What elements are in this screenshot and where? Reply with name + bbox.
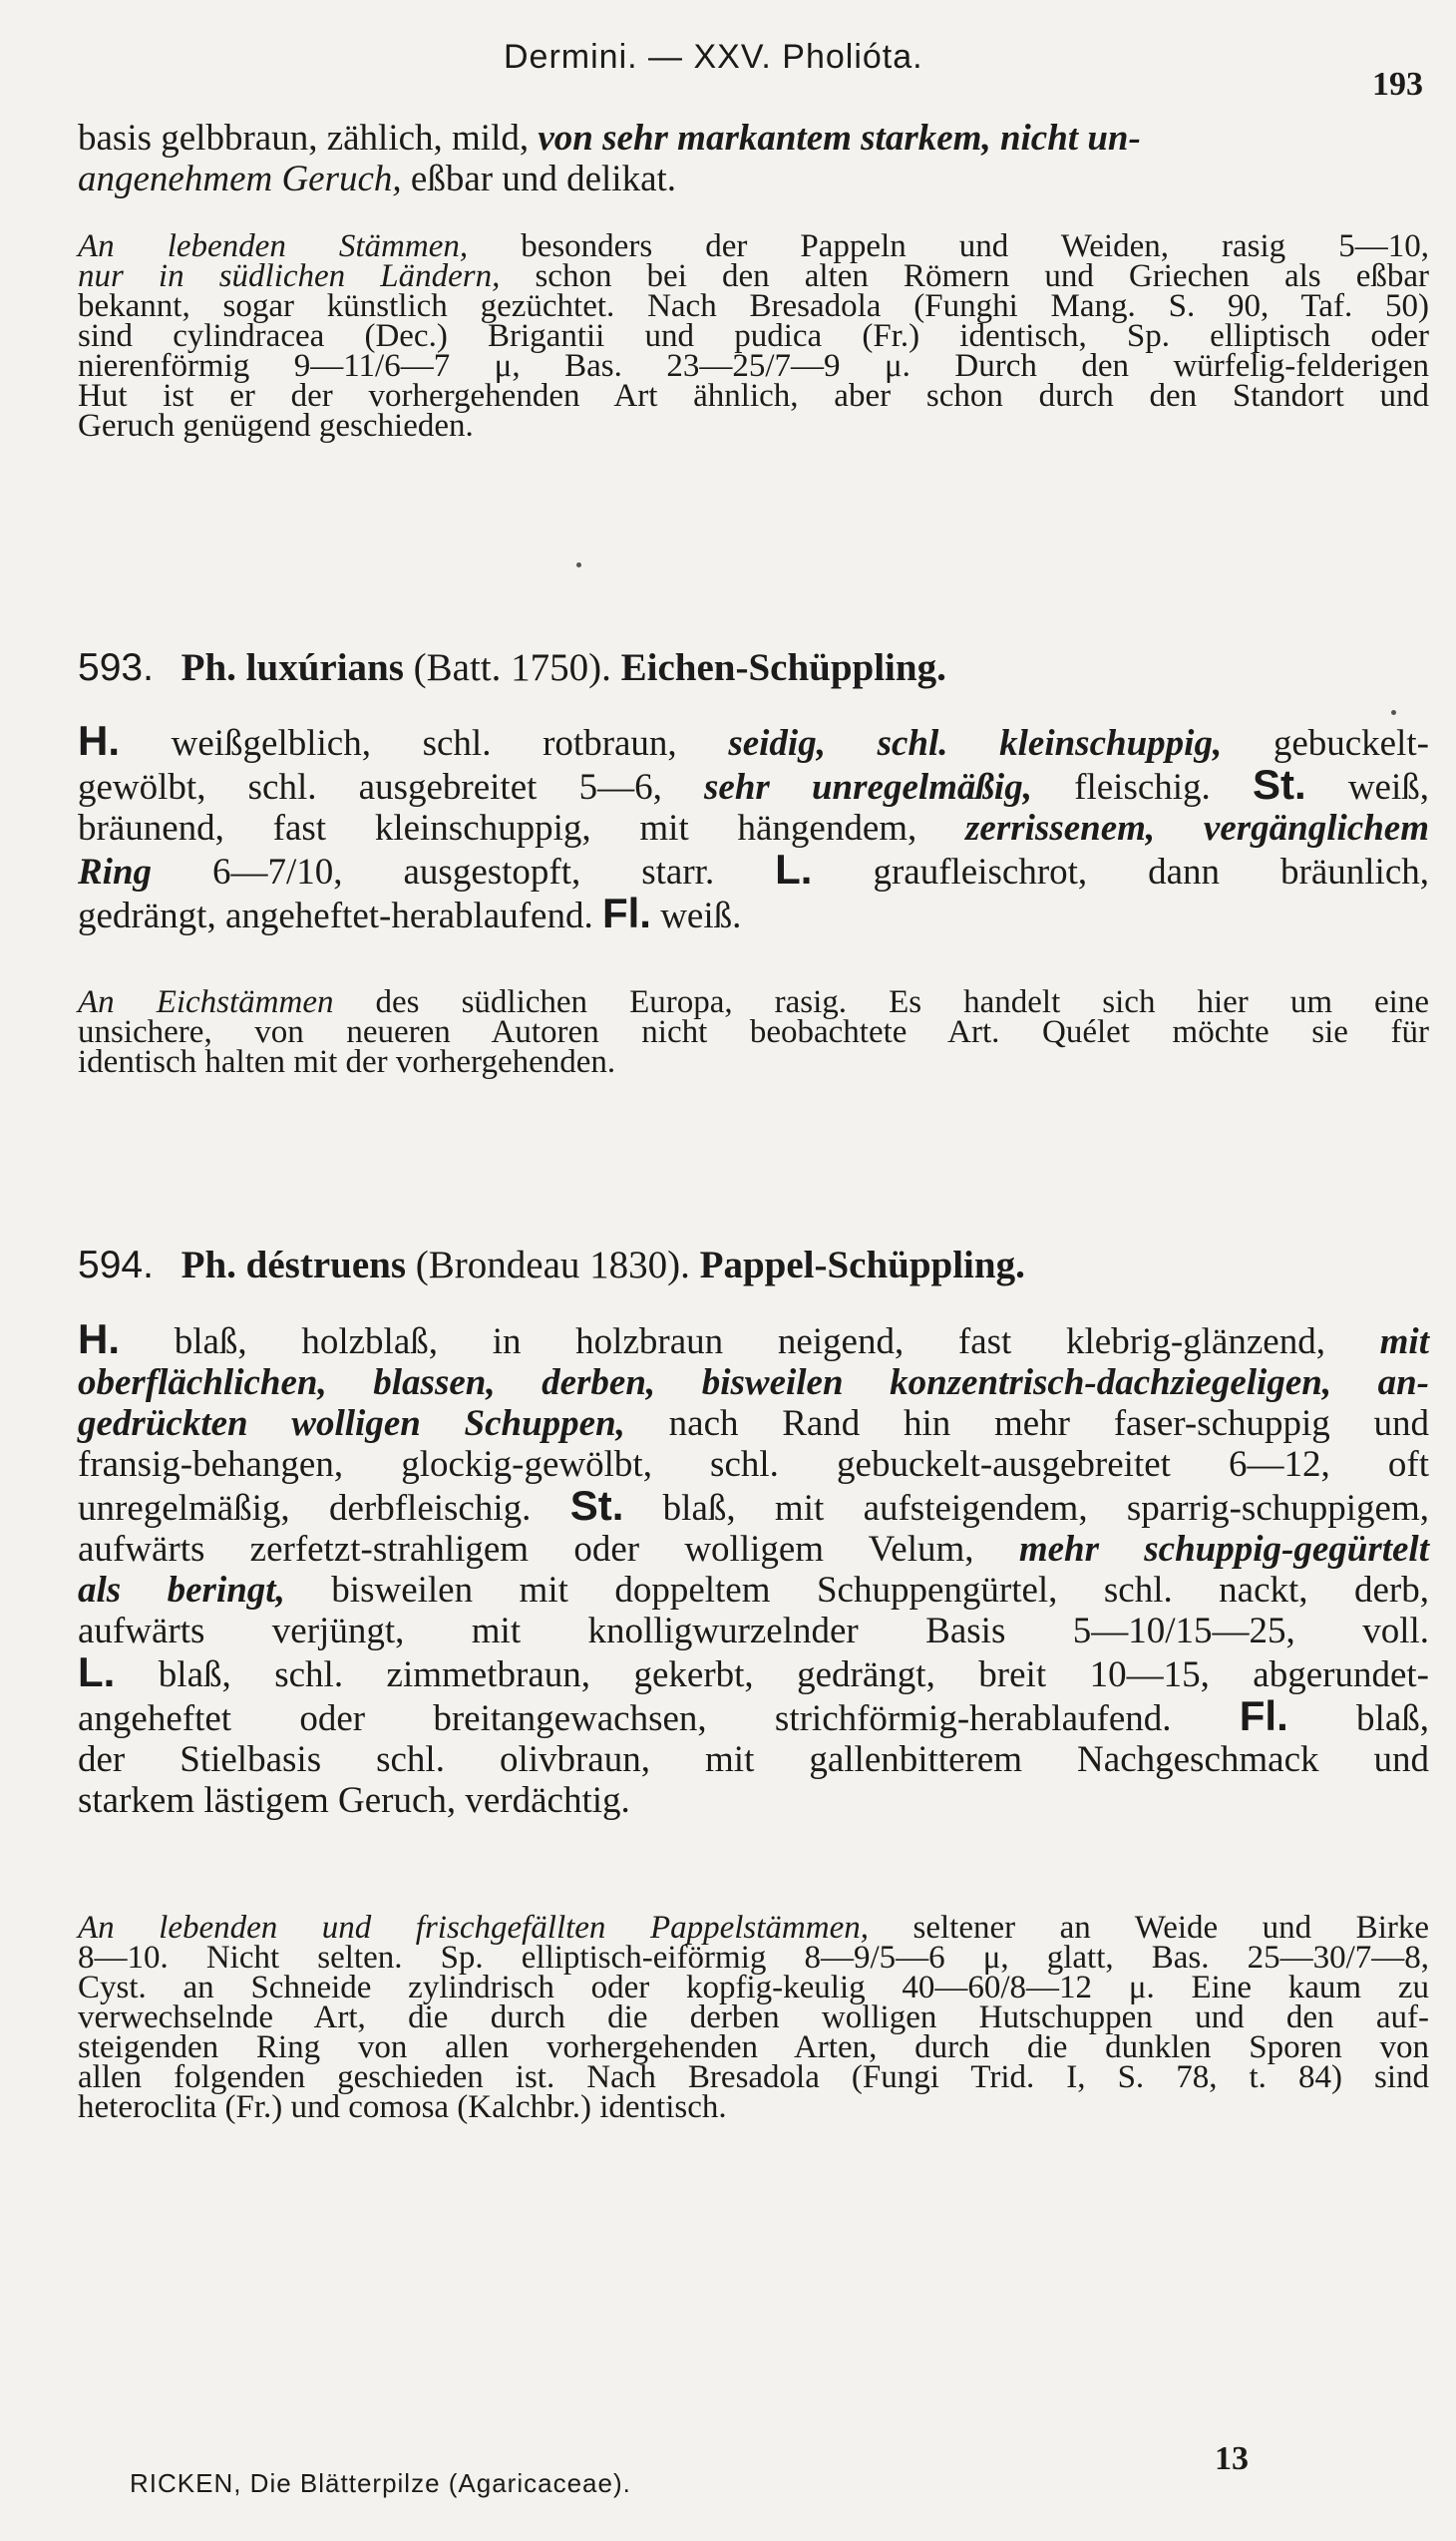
description-line: der Stielbasis schl. olivbraun, mit gallenbitterem Nachgeschmack und — [78, 1739, 1429, 1780]
description-line: H. weißgelblich, schl. rotbraun, seidig, schl. kleinschuppig, gebuckelt- — [78, 717, 1429, 764]
section-key: St. — [569, 1482, 624, 1529]
description-line: bräunend, fast kleinschuppig, mit hängendem, zerrissenem, vergänglichem — [78, 808, 1430, 849]
note-line: steigenden Ring von allen vorhergehenden Arten, durch die dunklen Sporen von — [78, 2029, 1429, 2065]
description-line: angeheftet oder breitangewachsen, strichförmig-herablaufend. Fl. blaß, — [78, 1692, 1430, 1739]
entry-593-notes — [78, 984, 1429, 1080]
note-line: identisch halten mit der vorhergehenden. — [78, 1044, 616, 1080]
note-line: Cyst. an Schneide zylindrisch oder kopfig-keulig 40—60/8—12 μ. Eine kaum zu — [78, 1970, 1429, 2005]
note-line: 8—10. Nicht selten. Sp. elliptisch-eiförmig 8—9/5—6 μ, glatt, Bas. 25—30/7—8, — [78, 1940, 1429, 1976]
note-line: allen folgenden geschieden ist. Nach Bresadola (Fungi Trid. I, S. 78, t. 84) sind — [78, 2059, 1429, 2095]
description-line: gedrängt, angeheftet-herablaufend. Fl. weiß. — [78, 890, 742, 936]
continued-description — [78, 118, 1429, 199]
entry-593-heading — [78, 646, 1429, 690]
section-key: H. — [78, 717, 120, 764]
section-key: L. — [78, 1648, 116, 1695]
page-header — [0, 30, 1456, 103]
authority: (Brondeau 1830). — [406, 1244, 700, 1286]
section-key: H. — [78, 1315, 120, 1362]
species-name: Ph. luxúrians — [181, 646, 404, 689]
section-key: L. — [775, 846, 813, 893]
running-head: Dermini. — XXV. Pholióta. — [504, 38, 923, 76]
common-name: Pappel-Schüppling. — [699, 1244, 1025, 1286]
page-number: 193 — [1372, 66, 1423, 103]
ink-speck — [1391, 710, 1396, 715]
text-line: angenehmem Geruch, eßbar und delikat. — [78, 159, 677, 199]
entry-594-heading — [78, 1244, 1429, 1287]
entry-number: 593. — [78, 646, 154, 689]
section-key: Fl. — [601, 890, 651, 936]
note-line: Hut ist er der vorhergehenden Art ähnlich, aber schon durch den Standort und — [78, 378, 1429, 414]
description-line: als beringt, bisweilen mit doppeltem Schuppengürtel, schl. nackt, derb, — [78, 1570, 1429, 1611]
note-line: An lebenden und frischgefällten Pappelstämmen, seltener an Weide und Birke — [78, 1910, 1429, 1946]
note-line: An Eichstämmen des südlichen Europa, rasig. Es handelt sich hier um eine — [78, 984, 1429, 1020]
description-line: aufwärts zerfetzt-strahligem oder wolligem Velum, mehr schuppig-gegürtelt — [78, 1529, 1429, 1570]
description-line: starkem lästigem Geruch, verdächtig. — [78, 1780, 630, 1821]
entry-593-description — [78, 717, 1430, 936]
section-key: St. — [1252, 761, 1306, 808]
note-line: An lebenden Stämmen, besonders der Pappeln und Weiden, rasig 5—10, — [78, 228, 1429, 264]
entry-number: 594. — [78, 1244, 154, 1286]
note-line: unsichere, von neueren Autoren nicht beobachtete Art. Quélet möchte sie für — [78, 1014, 1429, 1050]
description-line: fransig-behangen, glockig-gewölbt, schl. gebuckelt-ausgebreitet 6—12, oft — [78, 1444, 1429, 1485]
authority: (Batt. 1750). — [403, 646, 621, 689]
description-line: H. blaß, holzblaß, in holzbraun neigend, fast klebrig-glänzend, mit — [78, 1315, 1429, 1362]
note-line: sind cylindracea (Dec.) Brigantii und pudica (Fr.) identisch, Sp. elliptisch oder — [78, 318, 1429, 354]
note-line: verwechselnde Art, die durch die derben wolligen Hutschuppen und den auf- — [78, 1999, 1429, 2035]
note-line: nierenförmig 9—11/6—7 μ, Bas. 23—25/7—9 μ. Durch den würfelig-felderigen — [78, 348, 1429, 384]
note-line: heteroclita (Fr.) und comosa (Kalchbr.) identisch. — [78, 2089, 727, 2125]
description-line: gedrückten wolligen Schuppen, nach Rand hin mehr faser-schuppig und — [78, 1403, 1429, 1444]
species-name: Ph. déstruens — [181, 1244, 407, 1286]
signature-mark: 13 — [1215, 2440, 1249, 2477]
continued-notes — [78, 228, 1429, 444]
description-line: Ring 6—7/10, ausgestopft, starr. L. graufleischrot, dann bräunlich, — [78, 846, 1429, 893]
description-line: L. blaß, schl. zimmetbraun, gekerbt, gedrängt, breit 10—15, abgerundet- — [78, 1648, 1429, 1695]
common-name: Eichen-Schüppling. — [620, 646, 946, 689]
text-line: basis gelbbraun, zählich, mild, von sehr markantem starkem, nicht un- — [78, 118, 1141, 159]
page-footer: RICKEN, Die Blätterpilze (Agaricaceae). — [130, 2468, 631, 2498]
description-line: unregelmäßig, derbfleischig. St. blaß, mit aufsteigendem, sparrig-schuppigem, — [78, 1482, 1429, 1529]
note-line: nur in südlichen Ländern, schon bei den alten Römern und Griechen als eßbar — [78, 258, 1429, 294]
entry-594-description — [78, 1315, 1430, 1821]
ink-speck — [576, 562, 581, 567]
description-line: aufwärts verjüngt, mit knolligwurzelnder Basis 5—10/15—25, voll. — [78, 1611, 1429, 1651]
note-line: bekannt, sogar künstlich gezüchtet. Nach Bresadola (Funghi Mang. S. 90, Taf. 50) — [78, 288, 1429, 324]
section-key: Fl. — [1239, 1692, 1288, 1739]
entry-594-notes — [78, 1910, 1429, 2125]
note-line: Geruch genügend geschieden. — [78, 408, 474, 444]
description-line: oberflächlichen, blassen, derben, bisweilen konzentrisch-dachziegeligen, an- — [78, 1362, 1429, 1403]
description-line: gewölbt, schl. ausgebreitet 5—6, sehr unregelmäßig, fleischig. St. weiß, — [78, 761, 1429, 808]
